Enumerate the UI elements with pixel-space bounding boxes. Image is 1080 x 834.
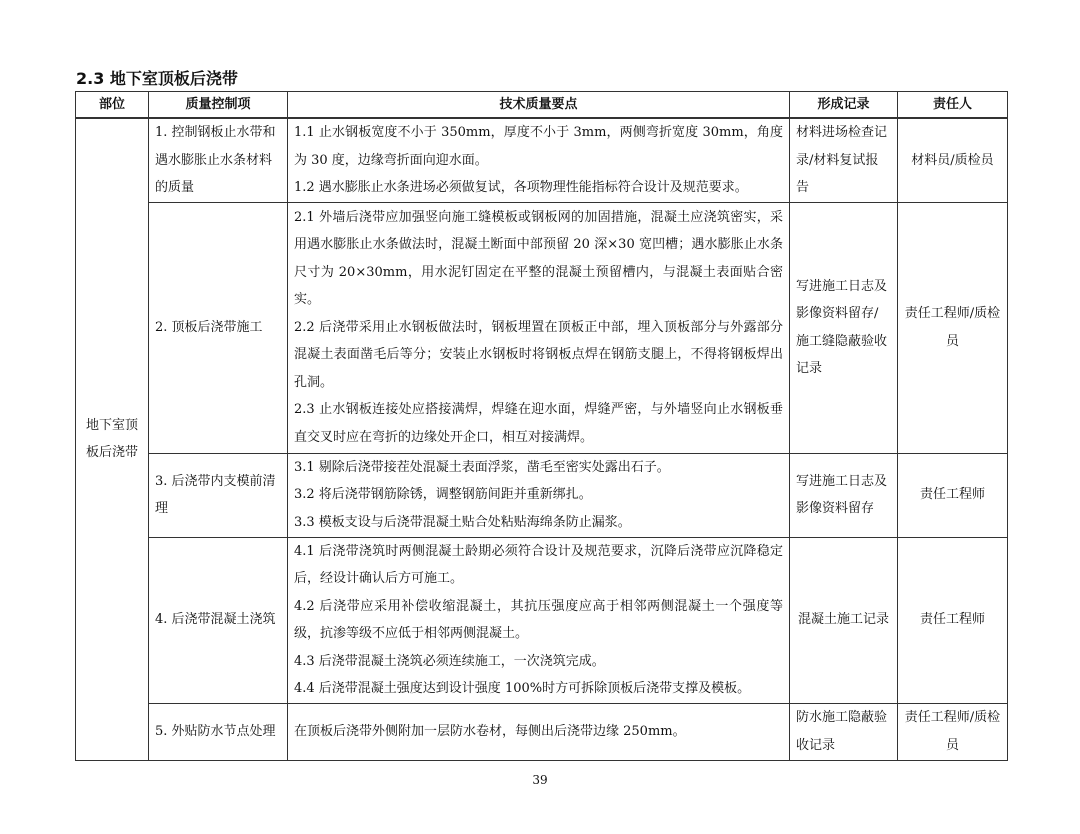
- record-text: 混凝土施工记录: [797, 612, 889, 628]
- item-cell: [149, 703, 288, 760]
- point-text: 2.1 外墙后浇带应加强竖向施工缝模板或钢板网的加固措施，混凝土应浇筑密实，采用遇水膨胀止水条做法时，混凝土断面中部预留 20 深×30 宽凹槽；遇水膨胀止水条尺寸为 20×30mm，用水泥钉固定在平整的混凝土预留槽内，与混凝土表面贴合密实。: [294, 209, 783, 308]
- item-cell: [149, 118, 288, 202]
- owner-text: 责任工程师/质检员: [904, 306, 1001, 349]
- point-text: 4.1 后浇带浇筑时两侧混凝土龄期必须符合设计及规范要求，沉降后浇带应沉降稳定后，经设计确认后方可施工。: [294, 543, 783, 586]
- header-item: 质量控制项: [149, 92, 288, 119]
- table-row: [76, 202, 1008, 453]
- owner-text: 责任工程师: [919, 612, 985, 628]
- quality-control-table: [75, 91, 1008, 761]
- table-row: [76, 118, 1008, 202]
- item-label: 3. 后浇带内支模前清理: [155, 473, 276, 516]
- record-text: 写进施工日志及影像资料留存: [796, 473, 888, 516]
- point-text: 4.3 后浇带混凝土浇筑必须连续施工，一次浇筑完成。: [294, 653, 605, 669]
- header-record: 形成记录: [790, 92, 898, 119]
- owner-cell: [898, 202, 1008, 453]
- item-label: 5. 外贴防水节点处理: [155, 723, 276, 739]
- record-text: 写进施工日志及影像资料留存/施工缝隐蔽验收记录: [796, 278, 888, 376]
- point-text: 在顶板后浇带外侧附加一层防水卷材，每侧出后浇带边缘 250mm。: [294, 723, 686, 739]
- table-row: [76, 537, 1008, 703]
- owner-cell: [898, 703, 1008, 760]
- item-label: 2. 顶板后浇带施工: [155, 319, 263, 335]
- point-text: 1.1 止水钢板宽度不小于 350mm，厚度不小于 3mm，两侧弯折宽度 30mm，角度为 30 度，边缘弯折面向迎水面。: [294, 125, 783, 168]
- record-cell: [790, 453, 898, 537]
- record-cell: [790, 118, 898, 202]
- record-text: 防水施工隐蔽验收记录: [796, 710, 888, 753]
- table-row: [76, 453, 1008, 537]
- points-cell: [288, 537, 790, 703]
- point-text: 3.1 剔除后浇带接茬处混凝土表面浮浆，凿毛至密实处露出石子。: [294, 459, 670, 475]
- point-text: 3.2 将后浇带钢筋除锈，调整钢筋间距并重新绑扎。: [294, 487, 592, 503]
- point-text: 1.2 遇水膨胀止水条进场必须做复试，各项物理性能指标符合设计及规范要求。: [294, 180, 748, 195]
- owner-text: 责任工程师: [919, 487, 985, 503]
- owner-cell: [898, 118, 1008, 202]
- item-cell: [149, 537, 288, 703]
- table-header-row: [76, 92, 1008, 119]
- record-cell: [790, 703, 898, 760]
- point-text: 2.3 止水钢板连接处应搭接满焊，焊缝在迎水面，焊缝严密，与外墙竖向止水钢板垂直交叉时应在弯折的边缘处开企口，相互对接满焊。: [294, 402, 783, 445]
- item-cell: [149, 202, 288, 453]
- points-cell: [288, 118, 790, 202]
- header-owner: 责任人: [898, 92, 1008, 119]
- point-text: 2.2 后浇带采用止水钢板做法时，钢板埋置在顶板正中部，埋入顶板部分与外露部分混凝土表面凿毛后等分；安装止水钢板时将钢板点焊在钢筋支腿上，不得将钢板焊出孔洞。: [294, 319, 783, 390]
- part-label: 地下室顶板后浇带: [85, 417, 138, 461]
- page-number: 39: [532, 773, 548, 787]
- item-label: 1. 控制钢板止水带和遇水膨胀止水条材料的质量: [155, 125, 276, 195]
- owner-text: 责任工程师/质检员: [904, 710, 1001, 753]
- part-cell: [76, 118, 149, 760]
- item-label: 4. 后浇带混凝土浇筑: [155, 612, 276, 628]
- header-points: 技术质量要点: [288, 92, 790, 119]
- point-text: 3.3 模板支设与后浇带混凝土贴合处粘贴海绵条防止漏浆。: [294, 514, 631, 530]
- record-cell: [790, 537, 898, 703]
- item-cell: [149, 453, 288, 537]
- record-cell: [790, 202, 898, 453]
- record-text: 材料进场检查记录/材料复试报告: [796, 125, 888, 195]
- table-row: [76, 703, 1008, 760]
- owner-cell: [898, 537, 1008, 703]
- points-cell: [288, 453, 790, 537]
- owner-cell: [898, 453, 1008, 537]
- owner-text: 材料员/质检员: [911, 152, 994, 168]
- point-text: 4.2 后浇带应采用补偿收缩混凝土，其抗压强度应高于相邻两侧混凝土一个强度等级，抗渗等级不应低于相邻两侧混凝土。: [294, 598, 783, 641]
- points-cell: [288, 202, 790, 453]
- header-part: 部位: [76, 92, 149, 119]
- points-cell: [288, 703, 790, 760]
- section-title: 2.3 地下室顶板后浇带: [76, 69, 238, 88]
- point-text: 4.4 后浇带混凝土强度达到设计强度 100%时方可拆除顶板后浇带支撑及模板。: [294, 681, 751, 696]
